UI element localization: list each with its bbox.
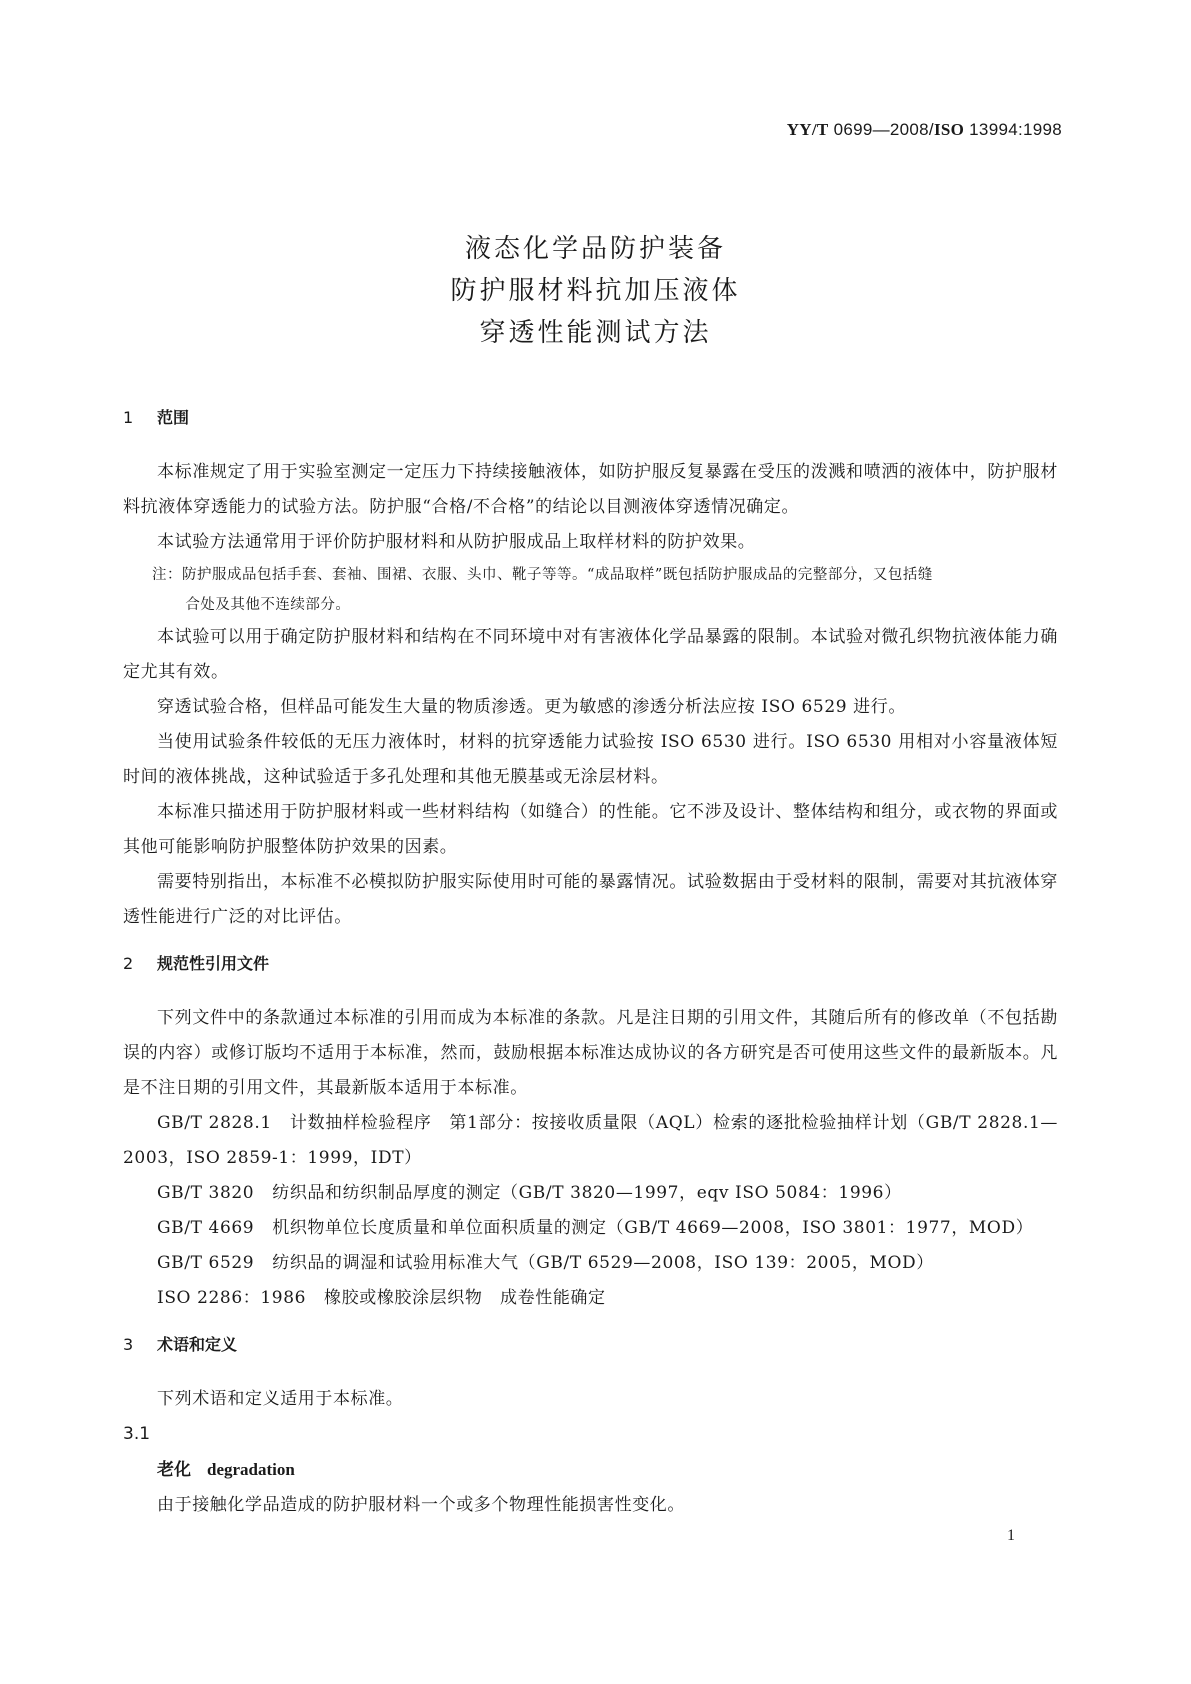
section-1-heading bbox=[123, 405, 1058, 431]
document-body bbox=[123, 405, 1058, 1523]
note-continuation: 合处及其他不连续部分。 bbox=[185, 597, 351, 613]
document-title bbox=[0, 228, 1191, 354]
note-text: 防护服成品包括手套、套袖、围裙、衣服、头巾、靴子等等。“成品取样”既包括防护服成品的完整部分，又包括缝 bbox=[182, 567, 933, 583]
reference-code: GB/T 6529 bbox=[157, 1253, 255, 1273]
section-title: 术语和定义 bbox=[157, 1335, 238, 1354]
reference-item bbox=[123, 1246, 1058, 1281]
reference-code: GB/T 2828.1 bbox=[157, 1113, 272, 1133]
term-english: degradation bbox=[207, 1460, 295, 1479]
title-line-2: 防护服材料抗加压液体 bbox=[450, 276, 741, 306]
clause-number: 3.1 bbox=[123, 1424, 151, 1444]
standard-code-number: 0699—2008/ bbox=[828, 120, 934, 139]
reference-code: ISO 2286：1986 bbox=[157, 1288, 307, 1308]
paragraph: 本试验方法通常用于评价防护服材料和从防护服成品上取样材料的防护效果。 bbox=[157, 532, 756, 552]
reference-title: 纺织品的调湿和试验用标准大气（GB/T 6529—2008，ISO 139：2005，MOD） bbox=[272, 1253, 934, 1273]
paragraph: 穿透试验合格，但样品可能发生大量的物质渗透。更为敏感的渗透分析法应按 ISO 6529 进行。 bbox=[157, 697, 906, 717]
term-entry bbox=[123, 1452, 1058, 1488]
page-number: 1 bbox=[1007, 1527, 1015, 1544]
section-number: 3 bbox=[123, 1335, 134, 1354]
section-number: 1 bbox=[123, 408, 134, 427]
standard-code-iso: ISO bbox=[933, 120, 965, 139]
paragraph: 本试验可以用于确定防护服材料和结构在不同环境中对有害液体化学品暴露的限制。本试验对微孔织物抗液体能力确定尤其有效。 bbox=[123, 627, 1058, 682]
section-title: 范围 bbox=[157, 408, 190, 427]
term-chinese: 老化 bbox=[157, 1460, 191, 1480]
paragraph: 本标准规定了用于实验室测定一定压力下持续接触液体，如防护服反复暴露在受压的泼溅和喷洒的液体中，防护服材料抗液体穿透能力的试验方法。防护服“合格/不合格”的结论以目测液体穿透情况确定。 bbox=[123, 462, 1058, 517]
reference-title: 纺织品和纺织制品厚度的测定（GB/T 3820—1997，eqv ISO 5084：1996） bbox=[272, 1183, 902, 1203]
section-number: 2 bbox=[123, 954, 134, 973]
reference-title: 橡胶或橡胶涂层织物 成卷性能确定 bbox=[324, 1288, 606, 1308]
paragraph: 当使用试验条件较低的无压力液体时，材料的抗穿透能力试验按 ISO 6530 进行。ISO 6530 用相对小容量液体短时间的液体挑战，这种试验适于多孔处理和其他无膜基或无涂层材料。 bbox=[123, 732, 1058, 787]
standard-code-iso-number: 13994:1998 bbox=[964, 120, 1062, 139]
title-line-1: 液态化学品防护装备 bbox=[464, 234, 726, 264]
standard-code-prefix: YY/T bbox=[786, 120, 829, 139]
section-2-heading bbox=[123, 951, 1058, 977]
paragraph: 下列文件中的条款通过本标准的引用而成为本标准的条款。凡是注日期的引用文件，其随后所有的修改单（不包括勘误的内容）或修订版均不适用于本标准，然而，鼓励根据本标准达成协议的各方研究是否可使用这些文件的最新版本。凡是不注日期的引用文件，其最新版本适用于本标准。 bbox=[123, 1008, 1058, 1098]
reference-item bbox=[123, 1281, 1058, 1316]
term-definition: 由于接触化学品造成的防护服材料一个或多个物理性能损害性变化。 bbox=[157, 1495, 685, 1515]
paragraph: 本标准只描述用于防护服材料或一些材料结构（如缝合）的性能。它不涉及设计、整体结构和组分，或衣物的界面或其他可能影响防护服整体防护效果的因素。 bbox=[123, 802, 1058, 857]
reference-code: GB/T 4669 bbox=[157, 1218, 255, 1238]
section-3-heading bbox=[123, 1332, 1058, 1358]
paragraph: 下列术语和定义适用于本标准。 bbox=[157, 1389, 404, 1409]
reference-item bbox=[123, 1211, 1058, 1246]
note bbox=[123, 560, 1058, 590]
reference-title: 计数抽样检验程序 第1部分：按接收质量限（AQL）检索的逐批检验抽样计划（GB/T 2828.1—2003，ISO 2859-1：1999，IDT） bbox=[123, 1113, 1058, 1168]
reference-title: 机织物单位长度质量和单位面积质量的测定（GB/T 4669—2008，ISO 3801：1977，MOD） bbox=[272, 1218, 1034, 1238]
title-line-3: 穿透性能测试方法 bbox=[479, 318, 712, 348]
paragraph: 需要特别指出，本标准不必模拟防护服实际使用时可能的暴露情况。试验数据由于受材料的限制，需要对其抗液体穿透性能进行广泛的对比评估。 bbox=[123, 872, 1058, 927]
note-label: 注： bbox=[152, 567, 182, 583]
reference-item bbox=[123, 1106, 1058, 1176]
reference-code: GB/T 3820 bbox=[157, 1183, 255, 1203]
standard-code bbox=[787, 120, 1062, 140]
reference-item bbox=[123, 1176, 1058, 1211]
section-title: 规范性引用文件 bbox=[157, 954, 270, 973]
